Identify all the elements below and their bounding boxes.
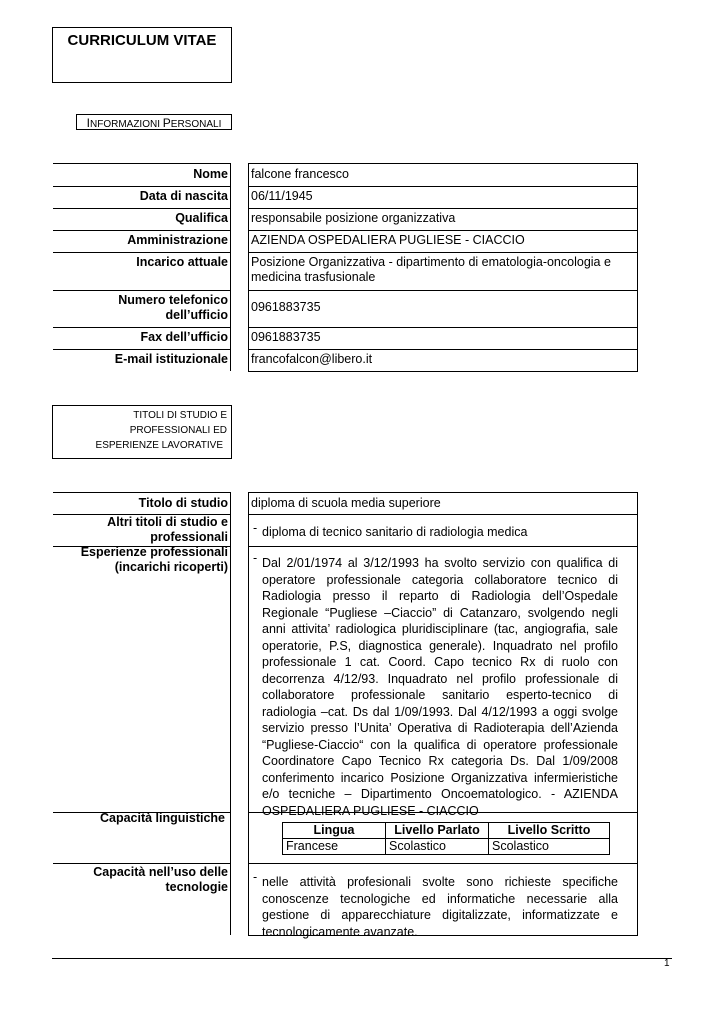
footer-rule xyxy=(52,958,672,959)
section-titoli-line1: TITOLI DI STUDIO E xyxy=(133,410,227,421)
value-amministrazione: AZIENDA OSPEDALIERA PUGLIESE - CIACCIO xyxy=(251,233,525,247)
label-capacita-linguistiche: Capacità linguistiche xyxy=(99,811,225,825)
label-incarico-attuale: Incarico attuale xyxy=(136,255,228,269)
value-nome: falcone francesco xyxy=(251,167,349,181)
language-table xyxy=(282,822,610,855)
label-esperienze: Esperienze professionali (incarichi ricoperti) xyxy=(80,545,228,574)
label-amministrazione: Amministrazione xyxy=(127,233,228,247)
label-nome: Nome xyxy=(193,167,228,181)
section-personal-part1: NFORMAZIONI xyxy=(89,119,163,130)
cv-title: CURRICULUM VITAE xyxy=(67,32,217,49)
value-numero-telefonico: 0961883735 xyxy=(251,300,321,314)
cv-title-box xyxy=(52,27,232,83)
dash-altri: - xyxy=(253,521,258,535)
section-personal-title xyxy=(77,116,231,130)
label-altri-titoli: Altri titoli di studio e professionali xyxy=(107,515,228,544)
language-cell-lingua: Francese xyxy=(283,839,386,855)
value-data-nascita: 06/11/1945 xyxy=(251,189,313,203)
section-titoli-line2: PROFESSIONALI ED xyxy=(129,425,227,436)
value-fax: 0961883735 xyxy=(251,330,321,344)
value-capacita-tecnologie: nelle attività profesionali svolte sono richieste specifiche conoscenze tecnologiche ed informatiche necessarie alla gestione di apparecchiature digitalizzate, informatizzate e tecnologicamente avanzate. xyxy=(262,875,618,939)
section-personal-part2: ERSONALI xyxy=(170,119,222,130)
language-cell-scritto: Scolastico xyxy=(489,839,610,855)
section-personal-box xyxy=(76,114,232,130)
section-titoli-line3: ESPERIENZE LAVORATIVE xyxy=(95,440,223,451)
label-email: E-mail istituzionale xyxy=(114,352,228,366)
value-incarico-attuale: Posizione Organizzativa - dipartimento di ematologia-oncologia e medicina trasfusionale xyxy=(251,255,611,284)
section-personal-initial2: P xyxy=(162,116,171,130)
language-col-lingua: Lingua xyxy=(283,823,386,839)
value-altri-titoli: diploma di tecnico sanitario di radiologia medica xyxy=(262,525,528,539)
table-row xyxy=(283,839,610,855)
value-titolo-studio: diploma di scuola media superiore xyxy=(251,496,441,510)
language-cell-parlato: Scolastico xyxy=(386,839,489,855)
label-fax: Fax dell’ufficio xyxy=(140,330,228,344)
label-titolo-studio: Titolo di studio xyxy=(138,496,228,510)
section-personal-initial1: I xyxy=(86,116,90,130)
value-qualifica: responsabile posizione organizzativa xyxy=(251,211,456,225)
value-email: francofalcon@libero.it xyxy=(251,352,373,366)
language-table-header xyxy=(283,823,610,839)
label-qualifica: Qualifica xyxy=(175,211,228,225)
language-col-scritto: Livello Scritto xyxy=(489,823,610,839)
label-capacita-tecnologie: Capacità nell’uso delle tecnologie xyxy=(93,865,228,894)
section-titoli-box xyxy=(52,405,232,459)
dash-tecnologie: - xyxy=(253,870,258,884)
language-col-parlato: Livello Parlato xyxy=(386,823,489,839)
label-numero-telefonico: Numero telefonico dell’ufficio xyxy=(118,293,228,322)
dash-esperienze: - xyxy=(253,551,258,565)
page-number: 1 xyxy=(664,958,670,969)
value-esperienze: Dal 2/01/1974 al 3/12/1993 ha svolto servizio con qualifica di operatore professionale categoria collaboratore tecnico di Radiologia presso il reparto di Radiologia dell’Ospedale Regionale “Pugliese –Ciaccio” di Catanzaro, svolgendo negli anni attivita’ radiologica pluridisciplinare (tac, angiografia, sale operatorie, P.S, diagnostica generale). Inquadrato nel profilo professionale 1 cat. Coord. Capo tecnico Rx di ruolo con decorrenza 4/12/93. Inquadrato nel profilo professionale di collaboratore professionale sanitario esperto-tecnico di radiologia –cat. Ds dal 1/09/1993. Dal 4/12/1993 a oggi svolge servizio presso l’Unita’ Operativa di Radioterapia dell’Azienda “Pugliese-Ciaccio“ con la qualifica di operatore professionale Coordinatore Capo Tecnico Rx categoria Ds. Dal 1/09/2008 conferimento incarico Posizione Organizzativa infermieristiche e/o tecniche – Dipartimento Oncoematologico. - AZIENDA OSPEDALIERA PUGLIESE - CIACCIO xyxy=(262,556,618,818)
label-data-nascita: Data di nascita xyxy=(139,189,228,203)
